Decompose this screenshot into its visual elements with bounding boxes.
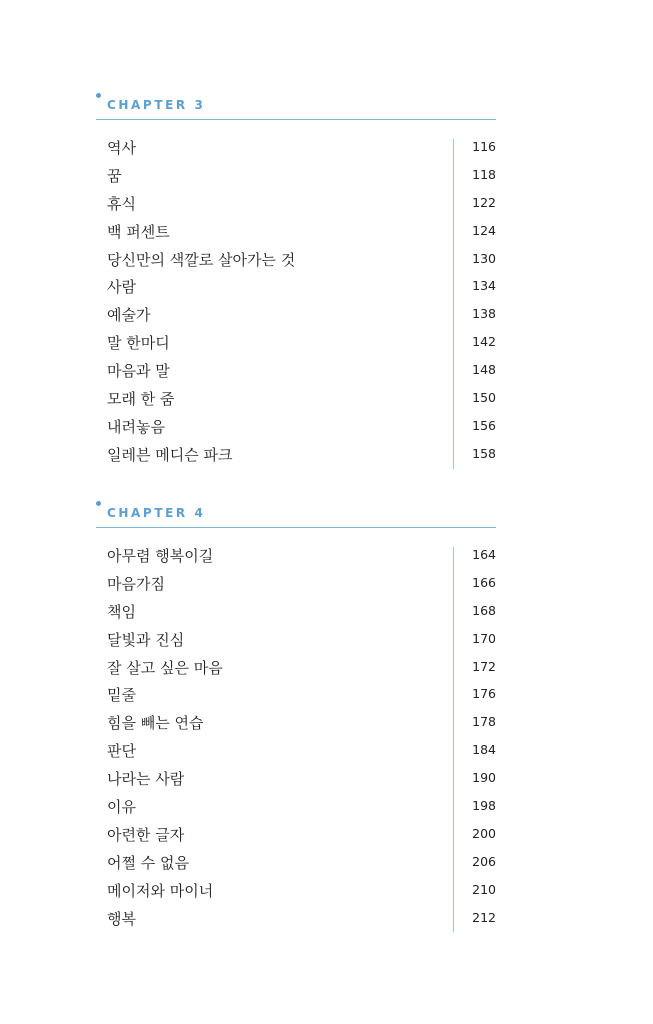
entry-page-number: 206 (472, 853, 496, 869)
entry-title: 말 한마디 (107, 334, 170, 353)
chapter-title: CHAPTER 4 (107, 506, 206, 520)
toc-entry (96, 162, 496, 190)
entry-page-number: 200 (472, 825, 496, 841)
toc-entry (96, 385, 496, 413)
entry-title: 꿈 (107, 166, 122, 185)
toc-entry (96, 709, 496, 737)
entry-title: 밑줄 (107, 686, 136, 705)
entry-page-number: 170 (472, 630, 496, 646)
entry-page-number: 150 (472, 390, 496, 406)
entry-title: 아무렴 행복이길 (107, 547, 214, 565)
entry-title: 판단 (107, 742, 136, 761)
entry-title: 달빛과 진심 (107, 630, 185, 649)
entry-page-number: 210 (472, 881, 496, 897)
toc-entry (96, 654, 496, 682)
entry-title: 이유 (107, 798, 136, 817)
entry-title: 예술가 (107, 306, 151, 325)
toc-entry (96, 134, 496, 162)
entry-page-number: 168 (472, 602, 496, 618)
entry-title: 역사 (107, 139, 136, 157)
toc-entry (96, 598, 496, 626)
entry-page-number: 212 (472, 909, 496, 925)
entry-page-number: 164 (472, 547, 496, 562)
chapter-header (96, 93, 496, 120)
entry-title: 메이저와 마이너 (107, 881, 214, 900)
chapter-4-section (96, 501, 496, 932)
entry-page-number: 118 (472, 166, 496, 182)
entry-title: 일레븐 메디슨 파크 (107, 445, 233, 464)
entry-title: 백 퍼센트 (107, 222, 170, 241)
toc-entry (96, 849, 496, 877)
entry-page-number: 166 (472, 574, 496, 590)
toc-entry (96, 821, 496, 849)
entry-page-number: 176 (472, 686, 496, 702)
entry-title: 내려놓음 (107, 417, 165, 436)
toc-entry (96, 246, 496, 274)
toc-entry (96, 190, 496, 218)
toc-entry (96, 542, 496, 570)
toc-entry (96, 737, 496, 765)
chapter-header (96, 501, 496, 528)
entry-title: 잘 살고 싶은 마음 (107, 658, 223, 677)
toc-entry (96, 905, 496, 933)
entry-title: 책임 (107, 602, 136, 621)
entry-page-number: 148 (472, 362, 496, 378)
chapter-title: CHAPTER 3 (107, 98, 206, 112)
toc-entry (96, 413, 496, 441)
entry-page-number: 178 (472, 714, 496, 730)
entry-page-number: 122 (472, 194, 496, 210)
toc-entry (96, 218, 496, 246)
toc-entry (96, 626, 496, 654)
entry-page-number: 142 (472, 334, 496, 350)
entry-title: 아련한 글자 (107, 825, 185, 844)
toc-entry (96, 681, 496, 709)
entry-title: 휴식 (107, 194, 136, 213)
entry-page-number: 184 (472, 742, 496, 758)
toc-entry (96, 301, 496, 329)
entry-page-number: 190 (472, 770, 496, 786)
chapter-3-section (96, 93, 496, 469)
entry-title: 행복 (107, 909, 136, 928)
entry-title: 어쩔 수 없음 (107, 853, 189, 872)
entry-title: 마음과 말 (107, 362, 170, 381)
toc-entry (96, 877, 496, 905)
toc-entry (96, 273, 496, 301)
entry-page-number: 116 (472, 139, 496, 154)
entry-title: 힘을 빼는 연습 (107, 714, 204, 733)
entry-page-number: 138 (472, 306, 496, 322)
bullet-dot-icon (96, 501, 101, 506)
entry-page-number: 158 (472, 445, 496, 461)
toc-entry (96, 793, 496, 821)
toc-list (96, 134, 496, 469)
entry-title: 모래 한 줌 (107, 390, 175, 409)
entry-title: 나라는 사람 (107, 770, 185, 789)
toc-entry (96, 357, 496, 385)
toc-entry (96, 441, 496, 469)
toc-entry (96, 570, 496, 598)
entry-page-number: 156 (472, 417, 496, 433)
entry-page-number: 134 (472, 278, 496, 294)
entry-page-number: 124 (472, 222, 496, 238)
entry-page-number: 198 (472, 798, 496, 814)
entry-page-number: 130 (472, 250, 496, 266)
entry-title: 사람 (107, 278, 136, 297)
toc-entry (96, 329, 496, 357)
entry-title: 마음가짐 (107, 574, 165, 593)
toc-list (96, 542, 496, 932)
entry-title: 당신만의 색깔로 살아가는 것 (107, 250, 296, 269)
entry-page-number: 172 (472, 658, 496, 674)
bullet-dot-icon (96, 93, 101, 98)
toc-entry (96, 765, 496, 793)
